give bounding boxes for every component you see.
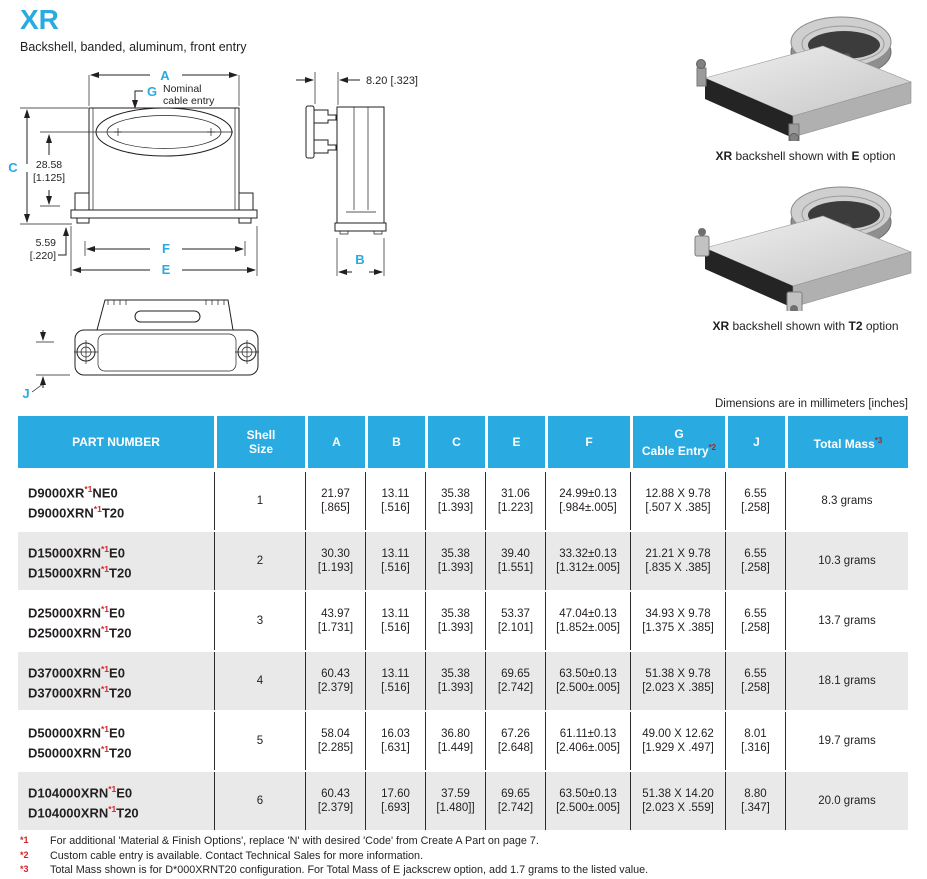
footnote-ref-1: *1 xyxy=(101,624,110,634)
cell-b: 13.11 [.516] xyxy=(365,472,425,530)
footnote-ref-1: *1 xyxy=(101,744,110,754)
header-cell-b: B xyxy=(365,416,425,468)
footnote-2 xyxy=(20,850,908,864)
cell-j: 6.55 [.258] xyxy=(725,592,785,650)
footnote-text-3: Total Mass shown is for D*000XRNT20 configuration. For Total Mass of E jackscrew option, add 1.7 grams to the listed value. xyxy=(50,864,649,876)
cell-e: 31.06 [1.223] xyxy=(485,472,545,530)
cell-e: 69.65 [2.742] xyxy=(485,772,545,830)
footnote-ref-1: *1 xyxy=(101,564,110,574)
table-row xyxy=(18,592,908,650)
dim-8-20: 8.20 [.323] xyxy=(366,75,418,87)
cell-f: 24.99±0.13 [.984±.005] xyxy=(545,472,630,530)
cell-shell-size: 5 xyxy=(214,712,305,770)
cell-shell-size: 4 xyxy=(214,652,305,710)
table-header-row xyxy=(18,416,908,468)
cell-a: 21.97 [.865] xyxy=(305,472,365,530)
cell-shell-size: 2 xyxy=(214,532,305,590)
photo-t2-option xyxy=(693,176,918,333)
cell-j: 6.55 [.258] xyxy=(725,472,785,530)
cell-part-number xyxy=(18,772,214,830)
cell-c: 36.80 [1.449] xyxy=(425,712,485,770)
cell-g-cable-entry: 51.38 X 9.78 [2.023 X .385] xyxy=(630,652,725,710)
cell-j: 8.80 [.347] xyxy=(725,772,785,830)
header-cell-e: E xyxy=(485,416,545,468)
cell-f: 33.32±0.13 [1.312±.005] xyxy=(545,532,630,590)
cell-part-number xyxy=(18,652,214,710)
table-body xyxy=(18,472,908,830)
cell-a: 58.04 [2.285] xyxy=(305,712,365,770)
dim-28-58-mm: 28.58 xyxy=(35,159,63,171)
footnote-ref-2: *2 xyxy=(708,442,717,452)
table-row xyxy=(18,652,908,710)
cell-e: 53.37 [2.101] xyxy=(485,592,545,650)
cell-a: 60.43 [2.379] xyxy=(305,772,365,830)
part-number-line-2: D104000XRN$^{*1}$T20 xyxy=(28,804,139,821)
dim-label-c: C xyxy=(8,160,18,175)
cell-c: 35.38 [1.393] xyxy=(425,592,485,650)
cell-e: 67.26 [2.648] xyxy=(485,712,545,770)
header-cell-j: J xyxy=(725,416,785,468)
cell-a: 43.97 [1.731] xyxy=(305,592,365,650)
g-note-line2: cable entry xyxy=(163,95,215,107)
cell-total-mass: 8.3 grams xyxy=(785,472,908,530)
footnote-ref-1: *1 xyxy=(108,783,117,794)
part-number-line-2: D25000XRN$^{*1}$T20 xyxy=(28,624,132,641)
footnote-ref-1: *1 xyxy=(84,483,93,494)
header-cell-total-mass: Total Mass$^{*3}$ xyxy=(785,416,908,468)
table-row xyxy=(18,532,908,590)
page-title: XR xyxy=(20,4,59,35)
cell-total-mass: 20.0 grams xyxy=(785,772,908,830)
footnote-text-2: Custom cable entry is available. Contact Technical Sales for more information. xyxy=(50,849,424,862)
cell-f: 47.04±0.13 [1.852±.005] xyxy=(545,592,630,650)
cell-b: 17.60 [.693] xyxy=(365,772,425,830)
cell-e: 39.40 [1.551] xyxy=(485,532,545,590)
dim-label-j: J xyxy=(22,386,30,401)
part-number-line-1: D37000XRN$^{*1}$E0 xyxy=(28,663,125,680)
cell-j: 6.55 [.258] xyxy=(725,532,785,590)
dim-label-a: A xyxy=(160,68,170,83)
footnote-marker-1: *1 xyxy=(20,835,29,845)
cell-f: 63.50±0.13 [2.500±.005] xyxy=(545,772,630,830)
cell-b: 16.03 [.631] xyxy=(365,712,425,770)
header-cell-part-number: PART NUMBER xyxy=(18,416,214,468)
footnote-marker-3: *3 xyxy=(20,864,29,874)
cell-part-number xyxy=(18,592,214,650)
cell-a: 60.43 [2.379] xyxy=(305,652,365,710)
part-number-line-1: D15000XRN$^{*1}$E0 xyxy=(28,543,125,560)
cell-c: 35.38 [1.393] xyxy=(425,652,485,710)
cell-c: 35.38 [1.393] xyxy=(425,532,485,590)
cell-total-mass: 13.7 grams xyxy=(785,592,908,650)
backshell-photo-t2 xyxy=(693,176,918,311)
dimensions-note: Dimensions are in millimeters [inches] xyxy=(714,398,908,410)
cell-g-cable-entry: 34.93 X 9.78 [1.375 X .385] xyxy=(630,592,725,650)
dim-label-f: F xyxy=(162,241,170,256)
cell-part-number xyxy=(18,712,214,770)
table-row xyxy=(18,712,908,770)
front-view-drawing xyxy=(0,60,290,300)
header-cell-c: C xyxy=(425,416,485,468)
cell-c: 35.38 [1.393] xyxy=(425,472,485,530)
side-view-drawing xyxy=(290,60,490,300)
cell-total-mass: 10.3 grams xyxy=(785,532,908,590)
part-number-line-2: D37000XRN$^{*1}$T20 xyxy=(28,684,132,701)
footnote-1 xyxy=(20,835,908,849)
cell-f: 61.11±0.13 [2.406±.005] xyxy=(545,712,630,770)
header-cell-f: F xyxy=(545,416,630,468)
backshell-photo-e xyxy=(693,6,918,141)
footnote-ref-1: *1 xyxy=(101,684,110,694)
cell-b: 13.11 [.516] xyxy=(365,592,425,650)
page-subtitle: Backshell, banded, aluminum, front entry xyxy=(20,40,247,54)
photo-caption: XR backshell shown with T2 option xyxy=(712,319,899,333)
footnote-ref-1: *1 xyxy=(101,723,110,734)
dimensions-table xyxy=(18,416,908,832)
cell-g-cable-entry: 12.88 X 9.78 [.507 X .385] xyxy=(630,472,725,530)
footnote-ref-3: *3 xyxy=(874,435,883,445)
dim-label-g: G xyxy=(146,84,158,99)
photo-caption: XR backshell shown with E option xyxy=(715,149,896,163)
footnote-text-1: For additional 'Material & Finish Options', replace 'N' with desired 'Code' from Create A Part on page 7. xyxy=(50,835,539,847)
dim-5-59-in: [.220] xyxy=(29,250,56,262)
footnote-ref-1: *1 xyxy=(108,804,117,814)
dim-label-e: E xyxy=(161,262,171,277)
cell-g-cable-entry: 49.00 X 12.62 [1.929 X .497] xyxy=(630,712,725,770)
cell-j: 6.55 [.258] xyxy=(725,652,785,710)
photo-e-option xyxy=(693,6,918,163)
header-cell-a: A xyxy=(305,416,365,468)
cell-c: 37.59 [1.480]] xyxy=(425,772,485,830)
cell-j: 8.01 [.316] xyxy=(725,712,785,770)
cell-b: 13.11 [.516] xyxy=(365,532,425,590)
cell-shell-size: 3 xyxy=(214,592,305,650)
footnote-ref-1: *1 xyxy=(93,504,102,514)
part-number-line-1: D9000XR$^{*1}$NE0 xyxy=(28,483,118,500)
header-cell-g-cable-entry: G Cable Entry$^{*2}$ xyxy=(630,416,725,468)
part-number-line-1: D25000XRN$^{*1}$E0 xyxy=(28,603,125,620)
footnote-3 xyxy=(20,864,908,878)
cell-b: 13.11 [.516] xyxy=(365,652,425,710)
part-number-line-2: D9000XRN$^{*1}$T20 xyxy=(28,504,125,521)
g-note-line1: Nominal xyxy=(163,83,202,95)
cell-f: 63.50±0.13 [2.500±.005] xyxy=(545,652,630,710)
cell-g-cable-entry: 21.21 X 9.78 [.835 X .385] xyxy=(630,532,725,590)
table-row xyxy=(18,472,908,530)
part-number-line-2: D15000XRN$^{*1}$T20 xyxy=(28,564,132,581)
cell-a: 30.30 [1.193] xyxy=(305,532,365,590)
cell-e: 69.65 [2.742] xyxy=(485,652,545,710)
cell-g-cable-entry: 51.38 X 14.20 [2.023 X .559] xyxy=(630,772,725,830)
cell-shell-size: 1 xyxy=(214,472,305,530)
footnote-ref-1: *1 xyxy=(101,663,110,674)
bottom-view-drawing xyxy=(10,288,310,413)
cell-total-mass: 18.1 grams xyxy=(785,652,908,710)
cell-part-number xyxy=(18,472,214,530)
header-cell-shell-size: Shell Size xyxy=(214,416,305,468)
footnote-ref-1: *1 xyxy=(101,543,110,554)
cell-total-mass: 19.7 grams xyxy=(785,712,908,770)
footnotes xyxy=(20,835,908,879)
cell-part-number xyxy=(18,532,214,590)
dim-label-b: B xyxy=(355,252,365,267)
table-row xyxy=(18,772,908,830)
dim-28-58-in: [1.125] xyxy=(32,172,66,184)
part-number-line-1: D104000XRN$^{*1}$E0 xyxy=(28,783,133,800)
dim-5-59-mm: 5.59 xyxy=(35,237,56,249)
footnote-ref-1: *1 xyxy=(101,603,110,614)
part-number-line-2: D50000XRN$^{*1}$T20 xyxy=(28,744,132,761)
footnote-marker-2: *2 xyxy=(20,849,29,860)
part-number-line-1: D50000XRN$^{*1}$E0 xyxy=(28,723,125,740)
cell-shell-size: 6 xyxy=(214,772,305,830)
